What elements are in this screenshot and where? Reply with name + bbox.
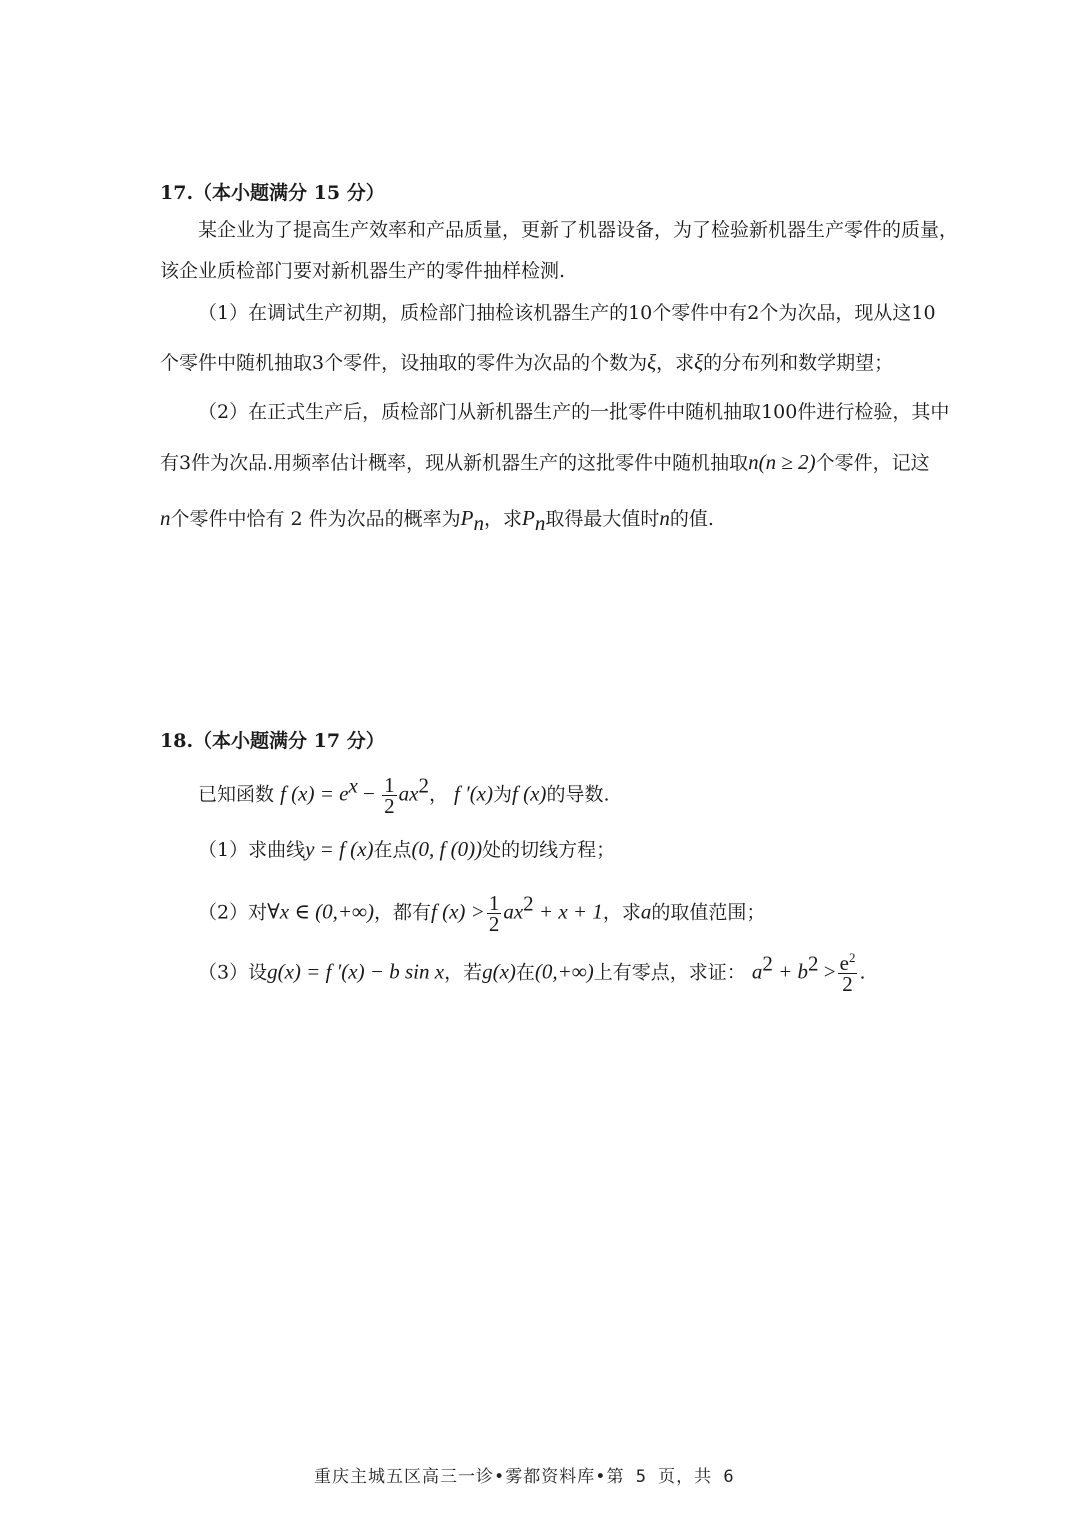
xi-symbol: ξ	[694, 350, 704, 374]
fraction-one-half: $\frac{1}{2}$	[384, 773, 395, 818]
q18-given: 已知函数 f $(x) = e^x$ − $\frac{1}{2}$ $ax^2$， f ′(x)为f (x)的导数.	[198, 773, 610, 818]
q17-part2-line2: 有3件为次品.用频率估计概率，现从新机器生产的这批零件中随机抽取n(n ≥ 2)个零件，记这	[160, 450, 930, 474]
page-footer: 重庆主城五区高三一诊•雾都资料库•第 5 页，共 6	[314, 1467, 735, 1487]
q18-header: 18.（本小题满分 17 分）	[160, 730, 385, 752]
q18-part3: （3）设g(x) = f ′(x) − b sin x，若g(x)在(0,+∞)上有零点，求证： $a^2 + b^2$ > $\frac{e^2}{2}$ .	[198, 950, 866, 996]
q18-part2: （2）对∀x ∈ (0,+∞)，都有f (x) > $\frac{1}{2}$ $ax^2 + x + 1$，求a的取值范围；	[198, 891, 766, 936]
q17-part1-line2: 个零件中随机抽取3个零件，设抽取的零件为次品的个数为ξ，求ξ的分布列和数学期望；	[160, 350, 894, 374]
n-condition: n(n ≥ 2)	[748, 450, 816, 474]
q17-part2-line3: n个零件中恰有 2 件为次品的概率为$P_n$，求$P_n$取得最大值时n的值.	[160, 506, 714, 535]
xi-symbol: ξ	[647, 350, 657, 374]
q17-intro-line1: 某企业为了提高生产效率和产品质量，更新了机器设备，为了检验新机器生产零件的质量，	[198, 219, 959, 241]
q17-intro-line2: 该企业质检部门要对新机器生产的零件抽样检测.	[160, 260, 566, 282]
fraction-one-half: $\frac{1}{2}$	[488, 891, 500, 936]
q17-part2-line1: （2）在正式生产后，质检部门从新机器生产的一批零件中随机抽取100件进行检验，其中	[198, 401, 950, 423]
q17-header: 17.（本小题满分 15 分）	[160, 182, 385, 204]
q17-part1-line1: （1）在调试生产初期，质检部门抽检该机器生产的10个零件中有2个为次品，现从这10	[198, 302, 936, 324]
q18-part1: （1）求曲线y = f (x)在点(0, f (0))处的切线方程；	[198, 837, 616, 861]
fraction-e-squared-over-2: $\frac{e^2}{2}$	[839, 950, 856, 996]
